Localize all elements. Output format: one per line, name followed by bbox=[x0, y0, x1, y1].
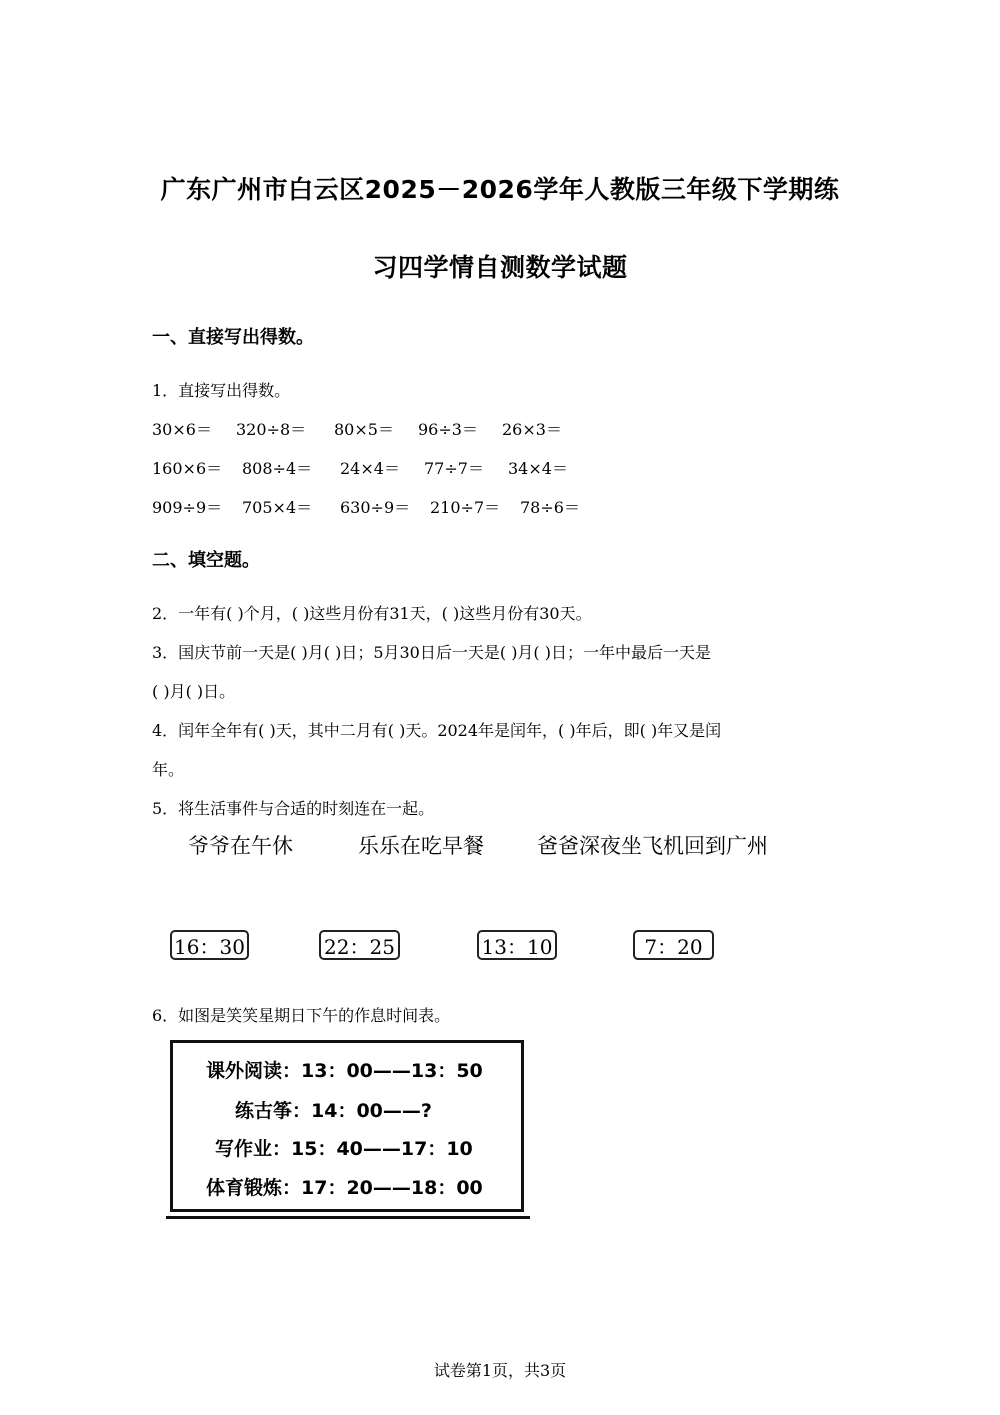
question-5: 5．将生活事件与合适的时刻连在一起。 bbox=[152, 799, 435, 818]
calc-item: 30×6＝ bbox=[152, 420, 212, 439]
schedule-row-guzheng: 练古筝：14：00——? bbox=[235, 1100, 432, 1122]
question-3-line-1: 3．国庆节前一天是( )月( )日；5月30日后一天是( )月( )日；一年中最后一天是 bbox=[152, 643, 712, 662]
calc-item: 909÷9＝ bbox=[152, 498, 223, 517]
page-title-line-1: 广东广州市白云区2025－2026学年人教版三年级下学期练 bbox=[160, 175, 840, 204]
calc-item: 80×5＝ bbox=[334, 420, 394, 439]
question-4-line-1: 4．闰年全年有( )天，其中二月有( )天。2024年是闰年，( )年后，即( )年又是闰 bbox=[152, 721, 722, 740]
time-box-0720: 7：20 bbox=[633, 930, 714, 960]
calc-item: 808÷4＝ bbox=[242, 459, 313, 478]
calc-item: 705×4＝ bbox=[242, 498, 313, 517]
question-4-line-2: 年。 bbox=[152, 760, 185, 779]
page-footer: 试卷第1页，共3页 bbox=[433, 1361, 567, 1380]
calc-item: 320÷8＝ bbox=[236, 420, 307, 439]
calc-item: 210÷7＝ bbox=[430, 498, 501, 517]
calc-item: 96÷3＝ bbox=[418, 420, 478, 439]
calc-item: 34×4＝ bbox=[508, 459, 568, 478]
schedule-row-exercise: 体育锻炼：17：20——18：00 bbox=[206, 1177, 483, 1199]
schedule-underline bbox=[166, 1216, 530, 1219]
event-lele-breakfast: 乐乐在吃早餐 bbox=[358, 834, 484, 858]
calc-item: 78÷6＝ bbox=[520, 498, 580, 517]
calc-row-2 bbox=[152, 456, 592, 479]
time-box-1630: 16：30 bbox=[170, 930, 249, 960]
schedule-row-homework: 写作业：15：40——17：10 bbox=[215, 1138, 473, 1160]
question-2: 2．一年有( )个月，( )这些月份有31天，( )这些月份有30天。 bbox=[152, 604, 592, 623]
calc-item: 160×6＝ bbox=[152, 459, 223, 478]
section-heading-1: 一、直接写出得数。 bbox=[152, 327, 314, 348]
question-3-line-2: ( )月( )日。 bbox=[152, 682, 236, 701]
event-grandpa-nap: 爷爷在午休 bbox=[188, 834, 293, 858]
calc-row-1 bbox=[152, 417, 586, 440]
calc-item: 24×4＝ bbox=[340, 459, 400, 478]
calc-item: 630÷9＝ bbox=[340, 498, 411, 517]
page-title-line-2: 习四学情自测数学试题 bbox=[372, 253, 628, 282]
calc-row-3 bbox=[152, 495, 604, 518]
schedule-row-reading: 课外阅读：13：00——13：50 bbox=[206, 1060, 483, 1082]
question-1: 1．直接写出得数。 bbox=[152, 381, 291, 400]
calc-item: 77÷7＝ bbox=[424, 459, 484, 478]
section-heading-2: 二、填空题。 bbox=[152, 550, 260, 571]
event-dad-flight: 爸爸深夜坐飞机回到广州 bbox=[537, 834, 768, 858]
question-6: 6．如图是笑笑星期日下午的作息时间表。 bbox=[152, 1006, 451, 1025]
calc-item: 26×3＝ bbox=[502, 420, 562, 439]
time-box-2225: 22：25 bbox=[319, 930, 400, 960]
time-box-1310: 13：10 bbox=[477, 930, 557, 960]
